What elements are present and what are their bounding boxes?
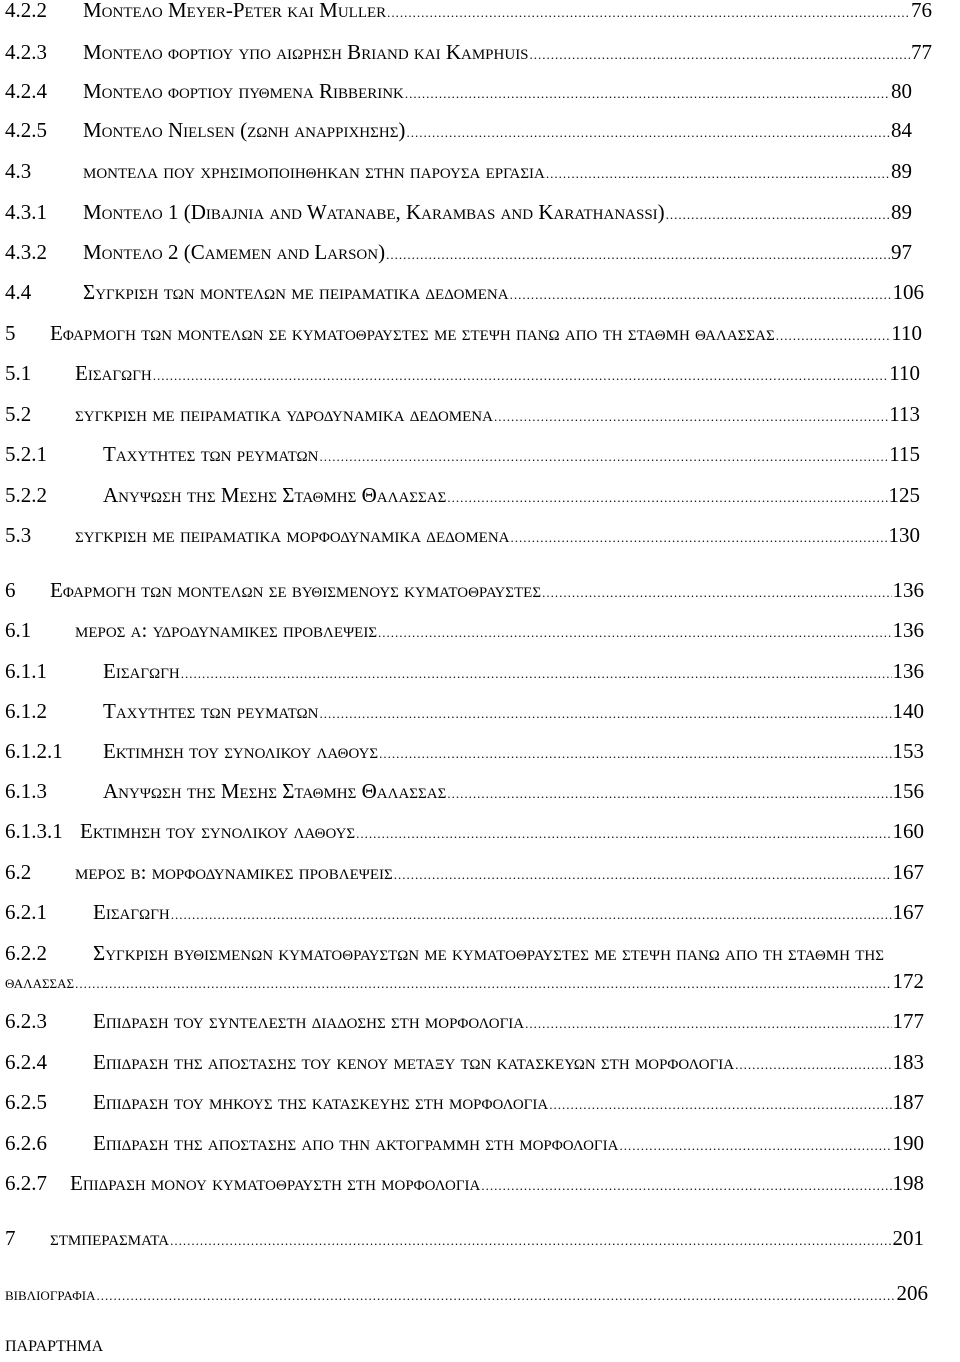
entry-title: Εισαγωγη	[103, 659, 180, 683]
entry-page: 190	[892, 1131, 924, 1155]
dot-leader	[406, 118, 890, 148]
entry-title: Επιδραση της αποστασης απο την ακτογραμμη στη μορφολογια	[93, 1131, 619, 1155]
entry-number: 6.2.3	[5, 1009, 47, 1033]
toc-entry[interactable]	[0, 897, 960, 927]
entry-page: 110	[891, 321, 922, 345]
entry-title: Μοντελο φορτιου πυθμενα Ribberink	[83, 79, 404, 103]
toc-entry[interactable]	[0, 857, 960, 887]
toc-entry[interactable]	[0, 76, 960, 106]
entry-title: Εισαγωγη	[93, 900, 170, 924]
entry-title: Επιδραση του συντελεστη διαδοσης στη μορφολογια	[93, 1009, 525, 1033]
entry-number: 6.2	[5, 860, 32, 884]
entry-number: 6.1.3	[5, 779, 47, 803]
dot-leader	[530, 40, 910, 70]
toc-entry[interactable]	[0, 237, 960, 267]
toc-entry[interactable]	[0, 656, 960, 686]
toc-entry[interactable]	[0, 816, 960, 846]
entry-number: 6	[5, 578, 16, 602]
entry-page: 115	[889, 442, 920, 466]
entry-title: βιβλιογραφια	[5, 1284, 96, 1304]
dot-leader	[75, 969, 891, 999]
toc-entry-continuation[interactable]	[0, 966, 960, 996]
toc-entry[interactable]	[0, 399, 960, 429]
entry-page: 76	[911, 0, 932, 22]
entry-page: 113	[889, 402, 920, 426]
entry-title: Ανυψωση της Μεσης Σταθμης Θαλασσας	[103, 779, 447, 803]
entry-title: Εισαγωγη	[75, 361, 152, 385]
dot-leader	[181, 659, 892, 689]
entry-number: 7	[5, 1226, 16, 1250]
toc-entry[interactable]	[0, 520, 960, 550]
toc-entry[interactable]	[0, 37, 960, 67]
toc-entry[interactable]	[0, 1047, 960, 1077]
entry-page: 89	[891, 200, 912, 224]
entry-title: Εκτιμηση του συνολικου λαθους	[80, 819, 356, 843]
entry-title: μοντελα που χρησιμοποιηθηκαν στην παρουσα εργασια	[83, 159, 545, 183]
toc-entry[interactable]	[0, 480, 960, 510]
entry-number: 4.3.1	[5, 200, 47, 224]
dot-leader	[447, 483, 887, 513]
entry-title: Επιδραση της αποστασης του κενου μεταξυ των κατασκευων στη μορφολογια	[93, 1050, 735, 1074]
dot-leader	[510, 280, 892, 310]
entry-title: συγκριση με πειραματικα μορφοδυναμικα δεδομενα	[75, 523, 510, 547]
entry-page: 187	[892, 1090, 924, 1114]
dot-leader	[619, 1131, 891, 1161]
toc-entry[interactable]	[0, 776, 960, 806]
entry-number: 6.2.2	[5, 941, 47, 965]
entry-number: 6.1.3.1	[5, 819, 63, 843]
entry-page: 198	[892, 1171, 924, 1195]
entry-page: 167	[892, 860, 924, 884]
dot-leader	[549, 1090, 891, 1120]
entry-page: 136	[892, 618, 924, 642]
entry-page: 177	[892, 1009, 924, 1033]
toc-entry[interactable]	[0, 1006, 960, 1036]
entry-page: 130	[888, 523, 920, 547]
toc-entry[interactable]	[0, 938, 960, 968]
dot-leader	[405, 79, 890, 109]
entry-page: 125	[888, 483, 920, 507]
entry-number: 5.2.1	[5, 442, 47, 466]
entry-page: 172	[892, 969, 924, 993]
entry-number: 5.3	[5, 523, 32, 547]
dot-leader	[319, 699, 891, 729]
entry-number: 6.1	[5, 618, 32, 642]
entry-page: 89	[891, 159, 912, 183]
toc-entry[interactable]	[0, 1223, 960, 1253]
dot-leader	[494, 402, 888, 432]
entry-number: 6.2.7	[5, 1171, 47, 1195]
entry-number: 4.2.3	[5, 40, 47, 64]
entry-number: 5.2.2	[5, 483, 47, 507]
toc-entry[interactable]	[0, 358, 960, 388]
entry-number: 4.4	[5, 280, 32, 304]
entry-page: 140	[892, 699, 924, 723]
toc-entry[interactable]	[0, 0, 960, 25]
entry-number: 6.2.5	[5, 1090, 47, 1114]
entry-title: Εφαρμογη των μοντελων σε κυματοθραυστες με στεψη πανω απο τη σταθμη θαλασσας	[50, 321, 775, 345]
entry-number: 6.2.1	[5, 900, 47, 924]
toc-entry[interactable]	[0, 696, 960, 726]
entry-title: Ταχυτητες των ρευματων	[103, 442, 319, 466]
dot-leader	[542, 578, 891, 608]
entry-page: 110	[889, 361, 920, 385]
entry-title: Εκτιμηση του συνολικου λαθους	[103, 739, 379, 763]
entry-page: 77	[911, 40, 932, 64]
entry-title: Μοντελο 1 (Dibajnia and Watanabe, Karambas and Karathanassi)	[83, 200, 665, 224]
dot-leader	[394, 860, 892, 890]
entry-title: συγκριση με πειραματικα υδροδυναμικα δεδομενα	[75, 402, 493, 426]
entry-page: 201	[892, 1226, 924, 1250]
entry-title: Συγκριση των μοντελων με πειραματικα δεδομενα	[83, 280, 509, 304]
entry-page: 206	[896, 1281, 928, 1305]
entry-page: 183	[892, 1050, 924, 1074]
dot-leader	[776, 321, 891, 351]
toc-entry[interactable]	[0, 1168, 960, 1198]
entry-title: Επιδραση του μηκους της κατασκευης στη μορφολογια	[93, 1090, 549, 1114]
entry-page: 136	[892, 578, 924, 602]
toc-entry[interactable]	[0, 277, 960, 307]
dot-leader	[96, 1281, 895, 1311]
entry-page: 167	[892, 900, 924, 924]
dot-leader	[386, 240, 890, 270]
entry-page: 160	[892, 819, 924, 843]
dot-leader	[387, 0, 910, 28]
entry-number: 4.3	[5, 159, 32, 183]
dot-leader	[735, 1050, 891, 1080]
dot-leader	[378, 618, 891, 648]
dot-leader	[379, 739, 891, 769]
appendix-title: ΠΑΡΑΡΤΗΜΑ	[5, 1338, 104, 1355]
toc-entry-appendix[interactable]	[0, 1332, 960, 1362]
toc-entry[interactable]	[0, 1087, 960, 1117]
dot-leader	[153, 361, 889, 391]
entry-page: 97	[891, 240, 912, 264]
entry-title: Μοντελο Meyer-Peter και Muller	[83, 0, 387, 22]
toc-entry[interactable]	[0, 615, 960, 645]
dot-leader	[666, 200, 890, 230]
entry-title: Επιδραση μονου κυματοθραυστη στη μορφολογια	[70, 1171, 481, 1195]
toc-entry[interactable]	[0, 115, 960, 145]
dot-leader	[525, 1009, 891, 1039]
toc-entry[interactable]	[0, 1128, 960, 1158]
entry-title: Μοντελο 2 (Camemen and Larson)	[83, 240, 386, 264]
entry-number: 6.1.1	[5, 659, 47, 683]
dot-leader	[546, 159, 890, 189]
entry-page: 156	[892, 779, 924, 803]
entry-title: θαλασσας	[5, 972, 75, 992]
dot-leader	[319, 442, 888, 472]
dot-leader	[510, 523, 887, 553]
toc-entry[interactable]	[0, 156, 960, 186]
entry-number: 6.1.2.1	[5, 739, 63, 763]
entry-page: 136	[892, 659, 924, 683]
entry-title: Μοντελο Nielsen (ζωνη αναρριχησης)	[83, 118, 406, 142]
entry-page: 153	[892, 739, 924, 763]
entry-title: Εφαρμογη των μοντελων σε βυθισμενους κυματοθραυστες	[50, 578, 542, 602]
dot-leader	[447, 779, 891, 809]
entry-number: 5.1	[5, 361, 32, 385]
dot-leader	[171, 900, 892, 930]
dot-leader	[481, 1171, 891, 1201]
entry-number: 5.2	[5, 402, 32, 426]
entry-number: 4.3.2	[5, 240, 47, 264]
entry-title: μερος β: μορφοδυναμικες προβλεψεις	[75, 860, 393, 884]
entry-number: 4.2.2	[5, 0, 47, 22]
entry-page: 80	[891, 79, 912, 103]
toc-entry[interactable]	[0, 1278, 960, 1308]
dot-leader	[170, 1226, 891, 1256]
entry-number: 5	[5, 321, 16, 345]
toc-entry[interactable]	[0, 736, 960, 766]
entry-title: Μοντελο φορτιου υπο αιωρηση Briand και Kamphuis	[83, 40, 529, 64]
entry-number: 6.2.6	[5, 1131, 47, 1155]
entry-page: 84	[891, 118, 912, 142]
dot-leader	[356, 819, 891, 849]
entry-title: Ανυψωση της Μεσης Σταθμης Θαλασσας	[103, 483, 447, 507]
toc-entry[interactable]	[0, 439, 960, 469]
entry-title: στμπερασματα	[50, 1226, 170, 1250]
entry-title: Ταχυτητες των ρευματων	[103, 699, 319, 723]
entry-number: 4.2.5	[5, 118, 47, 142]
entry-title: Συγκριση βυθισμενων κυματοθραυστων με κυματοθραυστες με στεψη πανω απο τη σταθμη της	[93, 941, 884, 965]
toc-entry[interactable]	[0, 575, 960, 605]
entry-number: 4.2.4	[5, 79, 47, 103]
toc-entry[interactable]	[0, 318, 960, 348]
entry-number: 6.2.4	[5, 1050, 47, 1074]
entry-number: 6.1.2	[5, 699, 47, 723]
entry-title: μερος α: υδροδυναμικες προβλεψεις	[75, 618, 378, 642]
toc-entry[interactable]	[0, 197, 960, 227]
entry-page: 106	[892, 280, 924, 304]
